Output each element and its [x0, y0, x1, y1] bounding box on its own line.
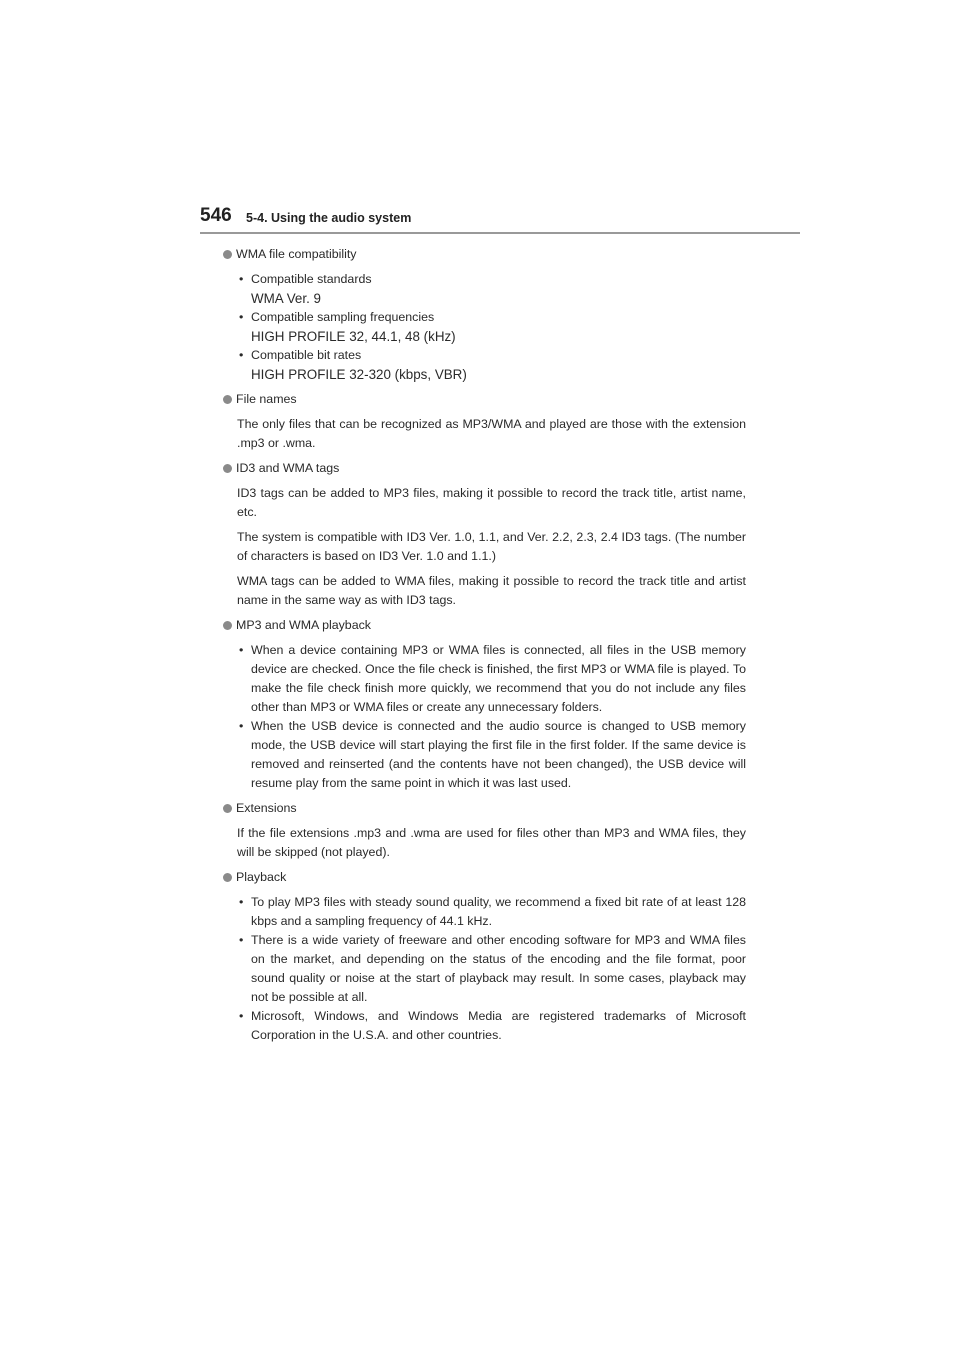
item-value: HIGH PROFILE 32-320 (kbps, VBR)	[251, 367, 467, 382]
list-item	[223, 308, 746, 346]
list-item: • To play MP3 files with steady sound quality, we recommend a fixed bit rate of at least 128 kbps and a sampling frequency of 44.1 kHz.	[239, 895, 746, 928]
paragraph: If the file extensions .mp3 and .wma are used for files other than MP3 and WMA files, they will be skipped (not played).	[237, 826, 746, 859]
page-number: 546	[200, 205, 232, 226]
paragraph: The system is compatible with ID3 Ver. 1.0, 1.1, and Ver. 2.2, 2.3, 2.4 ID3 tags. (The number of characters is based on ID3 Ver. 1.0 and 1.1.)	[237, 530, 746, 563]
circle-bullet-icon	[223, 464, 232, 473]
item-value: HIGH PROFILE 32, 44.1, 48 (kHz)	[251, 329, 456, 344]
header-divider	[200, 232, 800, 234]
list-item: • When the USB device is connected and the audio source is changed to USB memory mode, the USB device will start playing the first file in the first folder. If the same device is removed and reinserted (and the contents have not been changed), the USB device will resume play from the same point in which it was last used.	[239, 719, 746, 790]
circle-bullet-icon	[223, 395, 232, 404]
sub-bullet-icon: •	[239, 719, 244, 733]
list-item	[223, 270, 746, 308]
sub-bullet-icon: •	[239, 1009, 244, 1023]
circle-bullet-icon	[223, 250, 232, 259]
heading-file-names: File names	[223, 390, 746, 409]
sub-bullet-icon: •	[239, 310, 244, 324]
item-label: Compatible sampling frequencies	[251, 310, 435, 324]
circle-bullet-icon	[223, 621, 232, 630]
circle-bullet-icon	[223, 804, 232, 813]
item-label: Compatible standards	[251, 272, 372, 286]
circle-bullet-icon	[223, 873, 232, 882]
sub-bullet-icon: •	[239, 895, 244, 909]
list-item	[223, 346, 746, 384]
list-item: • Microsoft, Windows, and Windows Media are registered trademarks of Microsoft Corporation in the U.S.A. and other countries.	[239, 1009, 746, 1042]
heading-extensions: Extensions	[223, 799, 746, 818]
section-title: 5-4. Using the audio system	[246, 211, 412, 225]
heading-playback: Playback	[223, 868, 746, 887]
page-content	[223, 245, 746, 1045]
item-value: WMA Ver. 9	[251, 291, 321, 306]
heading-id3-wma-tags: ID3 and WMA tags	[223, 459, 746, 478]
sub-bullet-icon: •	[239, 348, 244, 362]
sub-bullet-icon: •	[239, 933, 244, 947]
heading-mp3-wma-playback: MP3 and WMA playback	[223, 616, 746, 635]
list-item: • There is a wide variety of freeware and other encoding software for MP3 and WMA files on the market, and depending on the status of the encoding and the file format, poor sound quality or noise at the start of playback may result. In some cases, playback may not be possible at all.	[239, 933, 746, 1004]
list-item: • When a device containing MP3 or WMA files is connected, all files in the USB memory device are checked. Once the file check is finished, the first MP3 or WMA file is played. To make the file check finish more quickly, we recommend that you do not include any files other than MP3 or WMA files or create any unnecessary folders.	[239, 643, 746, 714]
item-label: Compatible bit rates	[251, 348, 362, 362]
paragraph: The only files that can be recognized as MP3/WMA and played are those with the extension .mp3 or .wma.	[237, 417, 746, 450]
sub-bullet-icon: •	[239, 643, 244, 657]
paragraph: WMA tags can be added to WMA files, making it possible to record the track title and artist name in the same way as with ID3 tags.	[237, 574, 746, 607]
sub-bullet-icon: •	[239, 272, 244, 286]
paragraph: ID3 tags can be added to MP3 files, making it possible to record the track title, artist name, etc.	[237, 486, 746, 519]
heading-wma-compatibility: WMA file compatibility	[223, 245, 746, 264]
